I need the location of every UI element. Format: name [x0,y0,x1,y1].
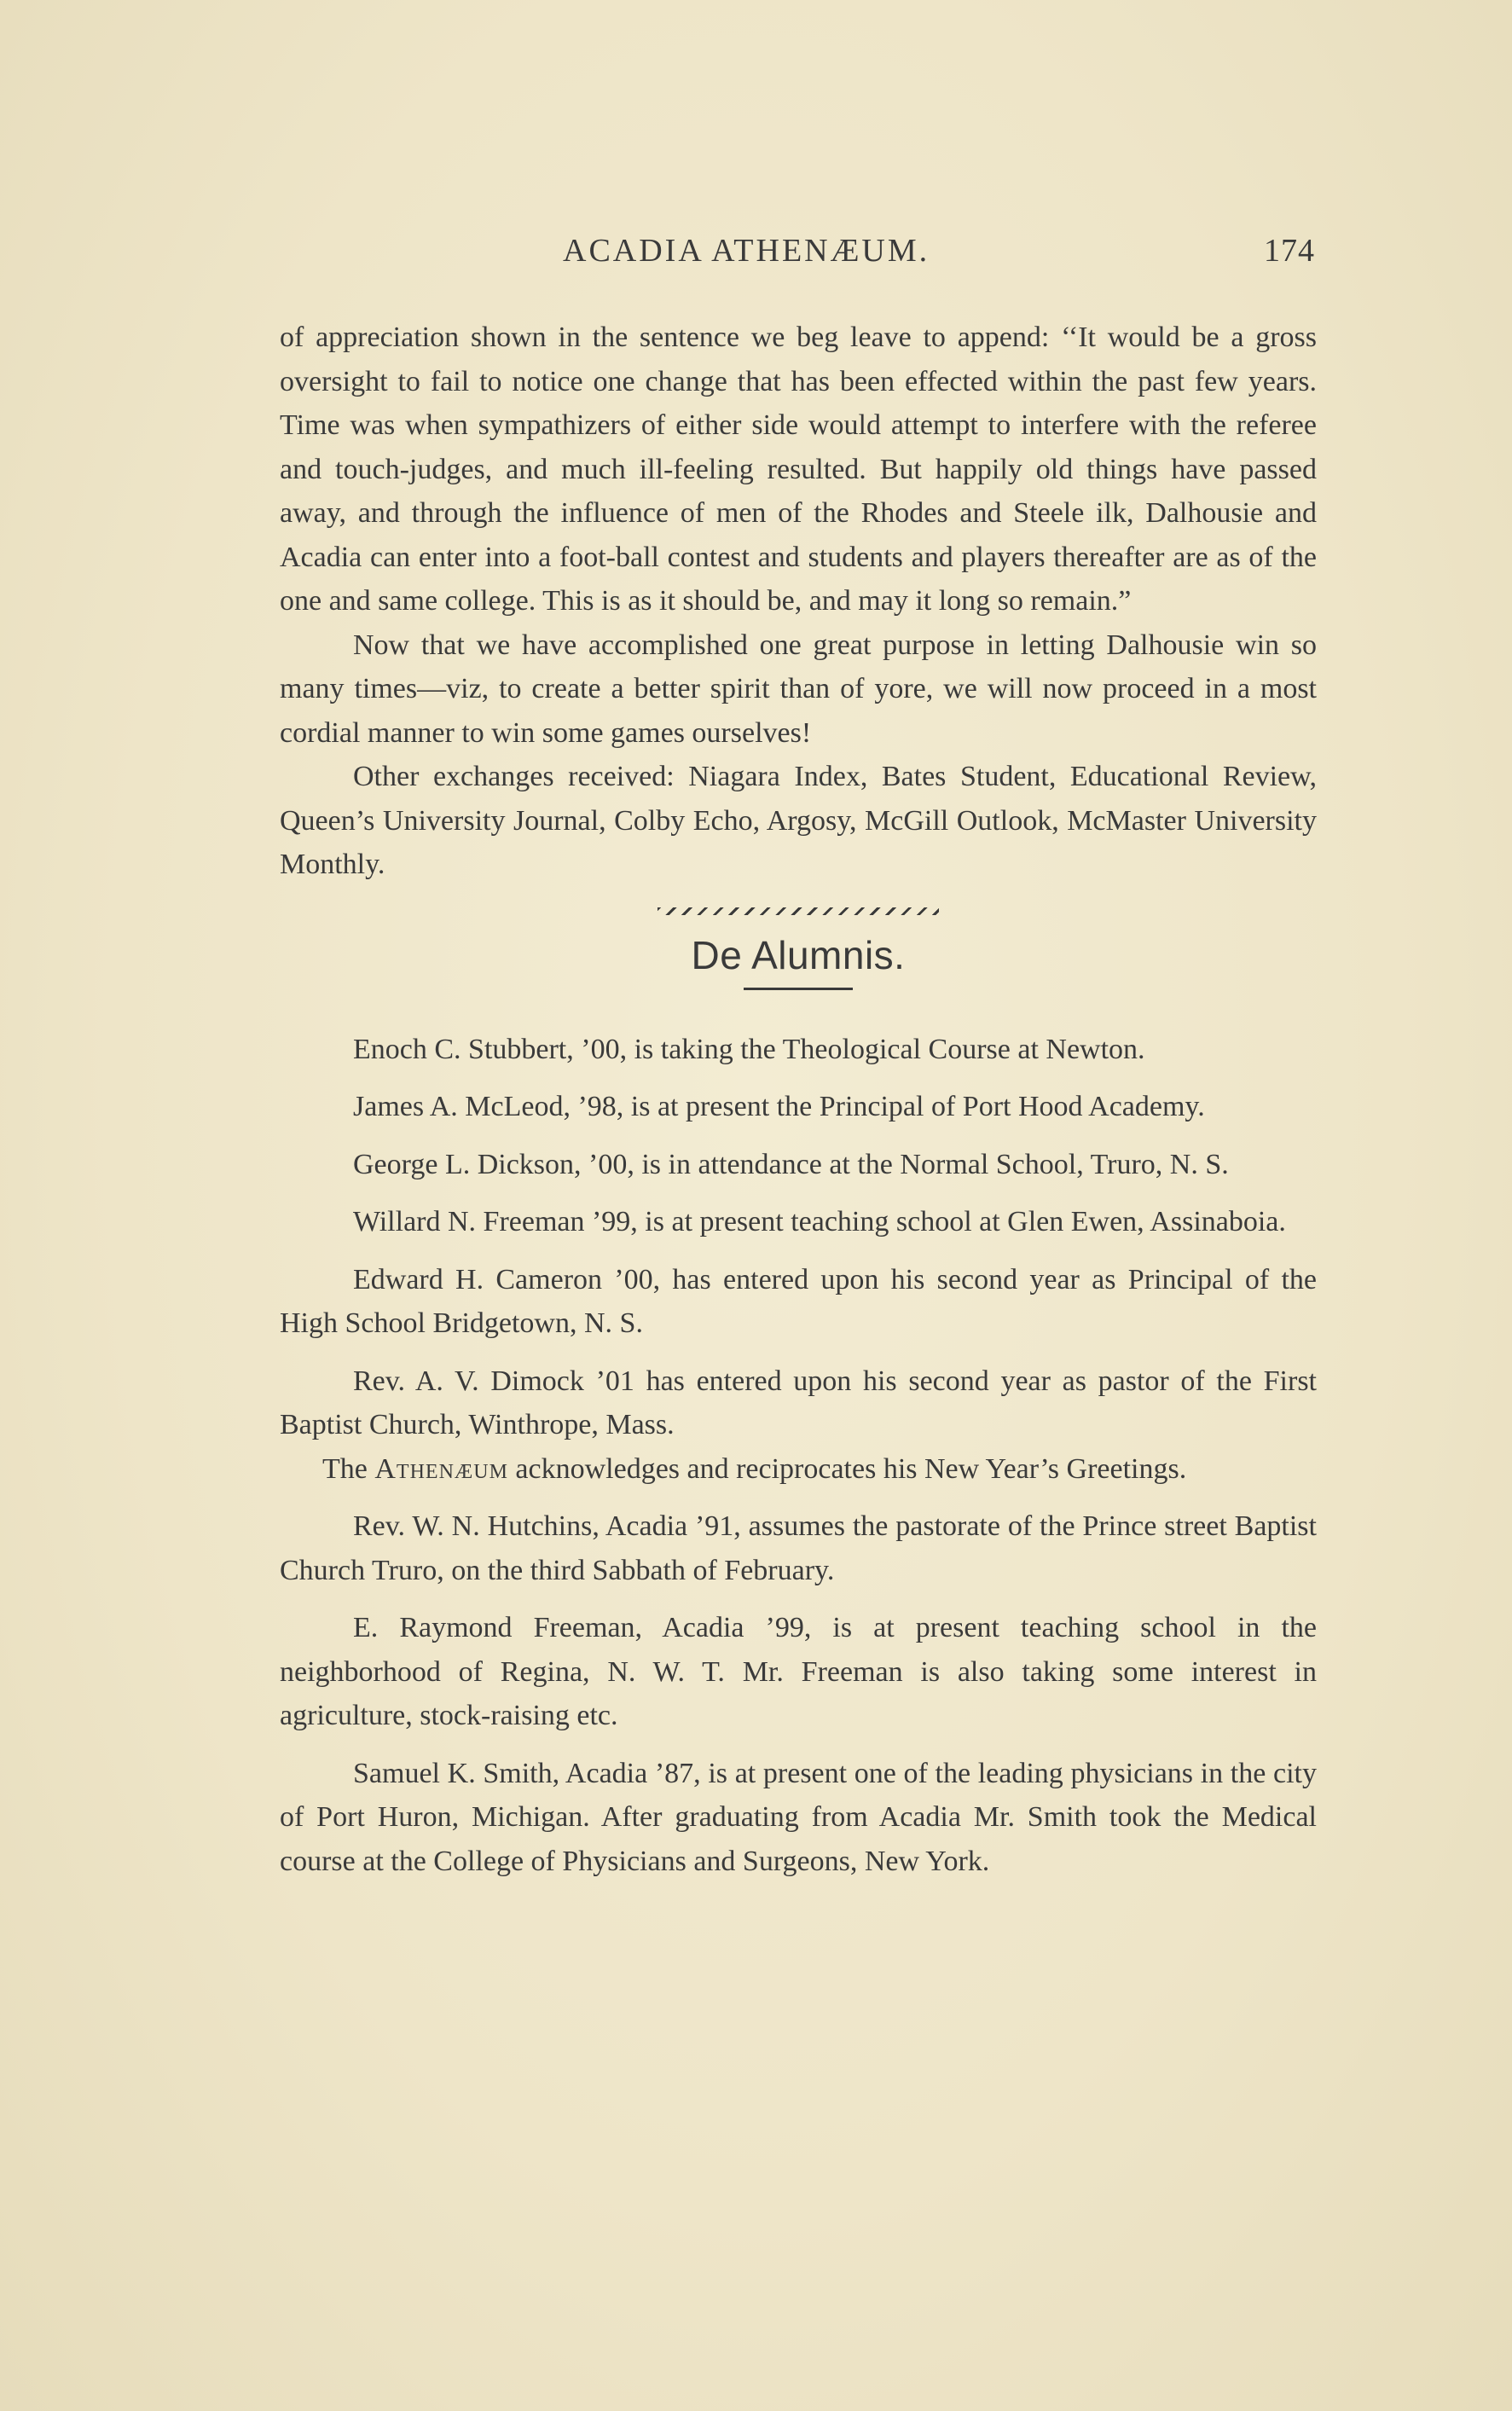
exchanges-paragraph: of appreciation shown in the sentence we beg leave to append: ‘‘It would be a gross oversight to fail to notice one change that has been effected within the past few years. Time was when sympathizers of either side would attempt to interfere with the referee and touch-judges, and much ill-feeling resulted. But happily old things have passed away, and through the influence of men of the Rhodes and Steele ilk, Dalhousie and Acadia can enter into a foot-ball contest and students and players thereafter are as of the one and same college. This is as it should be, and may it long so remain.” [280,322,1317,617]
running-title: ACADIA ATHENÆUM. [563,233,930,269]
exchanges-paragraph: Now that we have accomplished one great purpose in letting Dalhousie win so many times—viz, to create a better spirit than of yore, we will now proceed in a most cordial manner to win some games ourselves! [280,629,1317,749]
alumni-item: E. Raymond Freeman, Acadia ’99, is at present teaching school in the neighborhood of Regina, N. W. T. Mr. Freeman is also taking some interest in agriculture, stock-raising etc. [280,1612,1317,1731]
alumni-item: James A. McLeod, ’98, is at present the Principal of Port Hood Academy. [353,1091,1205,1122]
alumni-item: George L. Dickson, ’00, is in attendance at the Normal School, Truro, N. S. [353,1148,1229,1180]
athenaeum-note-pre: The [322,1452,375,1485]
section-title: De Alumnis. [691,932,906,977]
alumni-item: Rev. W. N. Hutchins, Acadia ’91, assumes the pastorate of the Prince street Baptist Church Truro, on the third Sabbath of February. [280,1510,1317,1586]
section-rule [744,988,853,990]
alumni-item: Enoch C. Stubbert, ’00, is taking the Theological Course at Newton. [353,1033,1145,1065]
page-number: 174 [1264,233,1315,269]
page-header [281,232,1315,283]
athenaeum-note [280,1447,1317,1492]
athenaeum-note-post: acknowledges and reciprocates his New Year’s Greetings. [507,1452,1187,1485]
athenaeum-name: Athenæum [374,1452,508,1485]
alumni-item: Edward H. Cameron ’00, has entered upon his second year as Principal of the High School Bridgetown, N. S. [280,1263,1317,1339]
alumni-item: Rev. A. V. Dimock ’01 has entered upon his second year as pastor of the First Baptist Church, Winthrope, Mass. [280,1365,1317,1440]
exchanges-paragraph: Other exchanges received: Niagara Index, Bates Student, Educational Review, Queen’s University Journal, Colby Echo, Argosy, McGill Outlook, McMaster University Monthly. [280,761,1317,880]
text-column [280,316,1317,1897]
alumni-item: Willard N. Freeman ’99, is at present teaching school at Glen Ewen, Assinaboia. [353,1206,1286,1237]
alumni-list [280,1028,1317,1884]
ornament-line [658,907,939,915]
ornamental-divider [280,904,1317,921]
alumni-item: Samuel K. Smith, Acadia ’87, is at present one of the leading physicians in the city of Port Huron, Michigan. After graduating from Acadia Mr. Smith took the Medical course at the College of Physicians and Surgeons, New York. [280,1757,1317,1877]
